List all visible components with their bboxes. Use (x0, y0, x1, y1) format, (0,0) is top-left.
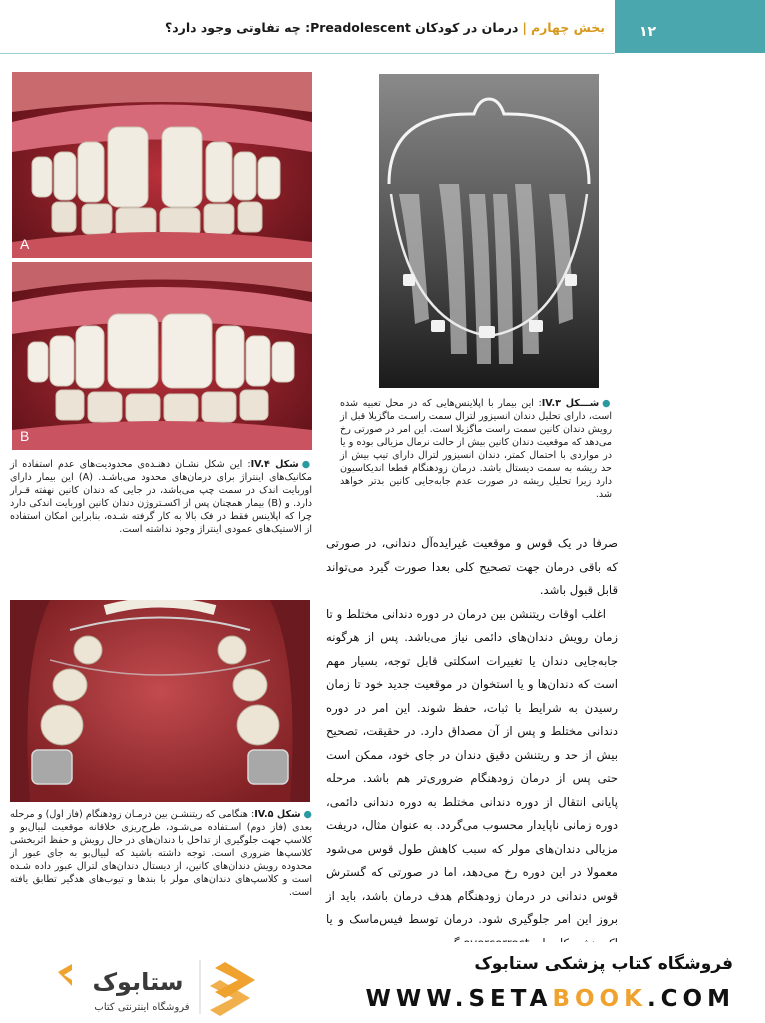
store-url (366, 986, 735, 1012)
header-rule (0, 53, 615, 54)
figure-iv4a-photo (12, 72, 312, 258)
body-paragraph-1: صرفا در یک قوس و موقعیت غیرایده‌آل دندانی، در صورتی که باقی درمان جهت تصحیح کلی بعدا صورت گیرد می‌تواند قابل قبول باشد. (326, 536, 618, 597)
caption-label: شکل IV.۴ (250, 459, 299, 470)
running-title (165, 20, 605, 35)
url-suffix: .COM (646, 986, 735, 1012)
page-number: ۱۲ (615, 0, 765, 53)
logo-subtext: فروشگاه اینترنتی کتاب (94, 1002, 190, 1013)
caption-text: این بیمار با اپلاینس‌هایی که در محل تعبیه شده است، دارای تحلیل دندان انسیزور لترال سمت راسـت ماگزیلا قبل از رویش دندان کانین سمت راست ماگزیلا است. این امر در صورتی رخ می‌دهد که موقعیت دندان کانین بیش از حالت نرمال مزیالی بوده و یا در مواردی با احتمال کمتر، دندان انسیزور لترال دارای تیپ بیش از حد ریشه به سمت دیستال باشد. درمان زودهنگام قطعا اندیکاسیون دارد زیرا تحلیل ریشه در صورت عدم جابه‌جایی کانین بدتر خواهد شد. (340, 398, 612, 500)
body-paragraph-2: اغلب اوقات ریتنشن بین درمان در دوره دندانی مختلط و تا زمان رویش دندان‌های دائمی نیاز می‌باشد. پس از هرگونه جابه‌جایی دندان یا تغییرات اسکلتی قابل توجه، بسیار مهم است که دندان‌ها و یا استخوان در موقعیت جدید خود تا زمان رسیدن به شرایط با ثبات، حفظ شوند. این امر در دوره دندانی مختلط و پس از آن مصداق دارد. در حقیقت، تصحیح بیش از حد و ریتنشن دقیق دندان در جای خود، ممکن است حتی پس از درمان زودهنگام ضروری‌تر هم باشد. مرحله پایانی انتقال از دوره دندانی مختلط به دوره دندانی دائمی، دوره زمانی ناپایدار محسوب می‌گردد. به عنوان مثال، دریفت مزیالی دندان‌های مولر که سبب کاهش طول قوس می‌شود معمولا در این دوره رخ می‌دهد، اما در صورتی که گسترش قوس دندانی در درمان زودهنگام هدف درمان باشد، باید از بروز این امر جلوگیری شود. درمان توسط فیس‌ماسک و یا (326, 606, 618, 926)
caption-bullet: ● (602, 398, 612, 409)
caption-text: این شکل نشـان دهنـده‌ی محدودیت‌های عدم استفاده از مکانیک‌های اینتراژ برای درمان‌های محدود می‌باشـد. (A) این بیمار دارای اوربایت اندک در سمت چپ می‌باشد، در جایی که دندان کانین نهفته قـرار دارد. و (B) بیمار همچنان پس از اکسـتروژن دندان کانین اوربایت اندکی دارد چرا که اپلاینس فقط در فک بالا به کار گرفته شـده، بنابراین امکان استفاده از الاستیک‌های عمودی اینتراژ وجود نداشته است. (10, 459, 313, 535)
store-name: فروشگاه کتاب پزشکی ستابوک (474, 954, 733, 974)
panel-label-a: A (20, 236, 30, 252)
caption-bullet: ● (303, 809, 312, 820)
caption-label: شکل IV.۵ (254, 809, 301, 820)
figure-iv5-caption: ●شکل IV.۵: هنگامی که ریتنشـن بین درمـان زودهنگام (فاز اول) و مرحله بعدی (فاز دوم) اسـتفاده می‌شـود، طرح‌ریزی خلاقانه موقعیت لبیال‌بو و کلاسپ جهت جلوگیری از تداخل با دندان‌های در حال رویش و حفظ اثربخشی کلاسپ‌ها ضروری است. توجه داشته باشید که لبیال‌بو به جای عبور از محدوده رویش دندان‌های کانین، از دیستال دندان‌های لترال عبور داده شـده است و کلاسپ‌های دندان‌های مولر با بندها و تیوب‌های هدگیر تطابق یافته است. (10, 809, 312, 898)
figure-iv4-caption: ●شکل IV.۴: این شکل نشـان دهنـده‌ی محدودیت‌های عدم استفاده از مکانیک‌های اینتراژ برای درمان‌های محدود می‌باشـد. (A) این بیمار دارای اوربایت اندک در سمت چپ می‌باشد، در جایی که دندان کانین نهفته قـرار دارد. و (B) بیمار همچنان پس از اکسـتروژن دندان کانین اوربایت اندکی دارد چرا که اپلاینس فقط در فک بالا به کار گرفته شـده، بنابراین امکان استفاده از الاستیک‌های عمودی اینتراژ وجود نداشته است. (10, 459, 313, 535)
title-separator: | (522, 20, 527, 35)
footer-banner (0, 942, 765, 1023)
figure-iv3-radiograph (379, 74, 599, 388)
panel-label-b: B (20, 428, 30, 444)
caption-label: شـــکل IV.۳ (541, 398, 600, 409)
url-accent: BOOK (552, 986, 647, 1012)
figure-iv4b-photo (12, 262, 312, 450)
figure-iv5-photo (10, 600, 310, 802)
setabook-logo (50, 950, 260, 1020)
figure-iv3-caption: ●شـــکل IV.۳: این بیمار با اپلاینس‌هایی که در محل تعبیه شده است، دارای تحلیل دندان انسیزور لترال سمت راسـت ماگزیلا قبل از رویش دندان کانین سمت راست ماگزیلا است. این امر در صورتی رخ می‌دهد که موقعیت دندان کانین بیش از حالت نرمال مزیالی بوده و یا در مواردی با احتمال کمتر، دندان انسیزور لترال دارای تیپ بیش از حد ریشه به سمت دیستال باشد. درمان زودهنگام قطعا اندیکاسیون دارد زیرا تحلیل ریشه در صورت عدم جابه‌جایی کانین بدتر خواهد شد. (340, 398, 612, 500)
part-label: بخش چهارم (530, 20, 605, 35)
logo-text: ستابوک (92, 968, 184, 996)
body-text (326, 532, 618, 955)
chapter-title: درمان در کودکان Preadolescent: چه تفاوتی وجود دارد؟ (164, 20, 519, 35)
caption-bullet: ● (301, 459, 312, 470)
page-header (0, 0, 765, 55)
caption-text: هنگامی که ریتنشـن بین درمـان زودهنگام (فاز اول) و مرحله بعدی (فاز دوم) اسـتفاده می‌شـود، طرح‌ریزی خلاقانه موقعیت لبیال‌بو و کلاسپ جهت جلوگیری از تداخل با دندان‌های در حال رویش و حفظ اثربخشی کلاسپ‌ها ضروری است. توجه داشته باشید که لبیال‌بو به جای عبور از محدوده رویش دندان‌های کانین، از دیستال دندان‌های لترال عبور داده شـده است و کلاسپ‌های دندان‌های مولر با بندها و تیوب‌های هدگیر تطابق یافته است. (10, 809, 312, 898)
url-prefix: WWW.SETA (365, 986, 553, 1012)
